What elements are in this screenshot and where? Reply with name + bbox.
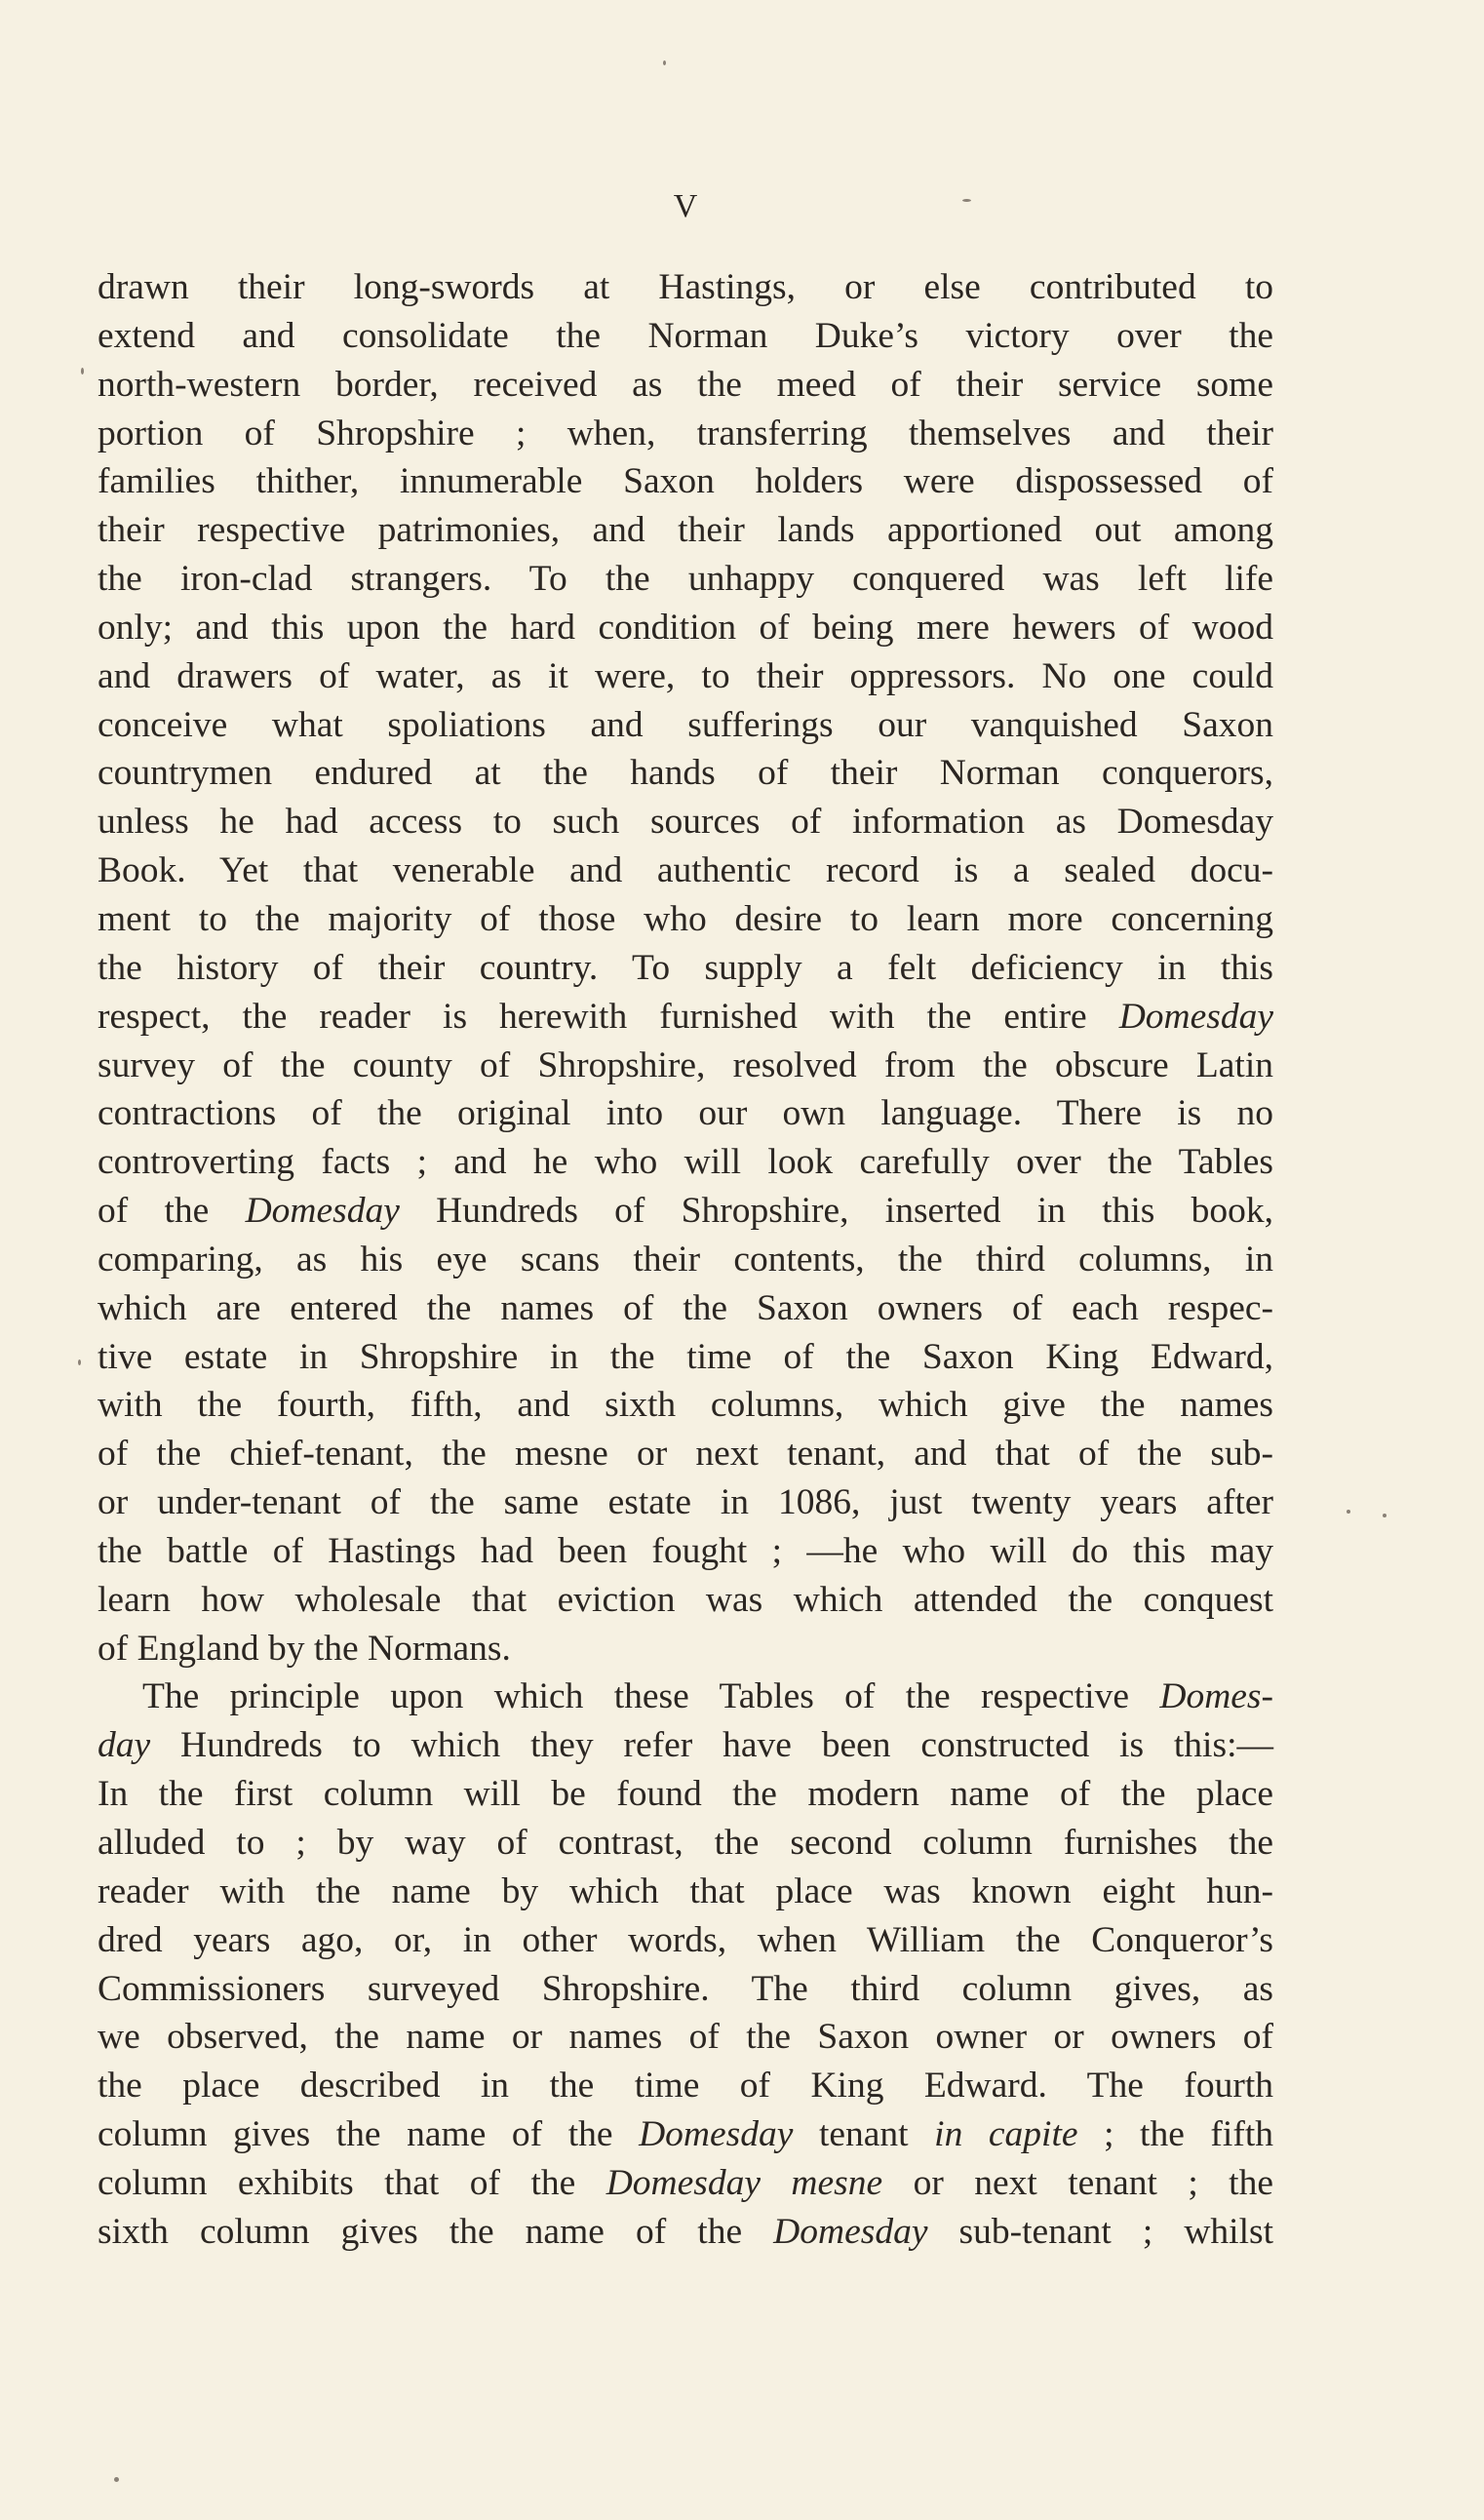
text-run: north-western border, received as the meed of their service some [98, 364, 1273, 405]
text-line [98, 1625, 1273, 1673]
text-run: conceive what spoliations and sufferings our vanquished Saxon [98, 704, 1273, 745]
text-line [98, 1527, 1273, 1576]
text-run: drawn their long-swords at Hastings, or else contributed to [98, 267, 1273, 307]
text-run: the battle of Hastings had been fought ; —he who will do this may [98, 1530, 1273, 1571]
text-run: In the first column will be found the modern name of the place [98, 1774, 1273, 1815]
text-run: learn how wholesale that eviction was which attended the conquest [98, 1579, 1273, 1620]
text-line [98, 1770, 1273, 1819]
italic-text: Domesday [1118, 996, 1273, 1037]
text-line [98, 2208, 1273, 2257]
italic-text: in capite [934, 2114, 1078, 2155]
text-run: dred years ago, or, in other words, when William the Conqueror’s [98, 1919, 1273, 1960]
text-line [98, 506, 1273, 555]
text-line [98, 1819, 1273, 1868]
italic-text: Domes- [1159, 1676, 1273, 1717]
italic-text: Domesday [245, 1191, 400, 1232]
text-run: comparing, as his eye scans their contents, the third columns, in [98, 1239, 1273, 1280]
italic-text: day [98, 1725, 151, 1766]
text-line [98, 2062, 1273, 2110]
text-line [98, 1478, 1273, 1527]
paper-speck [962, 199, 971, 202]
text-run: Book. Yet that venerable and authentic record is a sealed docu- [98, 850, 1273, 891]
text-line [98, 1284, 1273, 1333]
text-line [98, 2013, 1273, 2062]
text-line [98, 555, 1273, 604]
paper-speck [1347, 1510, 1350, 1514]
body-text [98, 263, 1273, 2257]
text-line [98, 1042, 1273, 1090]
paper-speck [663, 60, 666, 65]
text-run: contractions of the original into our own language. There is no [98, 1093, 1273, 1134]
text-run: controverting facts ; and he who will look carefully over the Tables [98, 1142, 1273, 1183]
text-line [98, 361, 1273, 410]
text-line [98, 944, 1273, 993]
text-line [98, 847, 1273, 895]
text-run: ment to the majority of those who desire to learn more concerning [98, 898, 1273, 939]
paper-speck [1383, 1514, 1386, 1517]
text-line [98, 652, 1273, 701]
text-line [98, 2110, 1273, 2159]
italic-text: Domesday mesne [605, 2162, 883, 2203]
text-run: column gives the name of the [98, 2114, 640, 2155]
paper-speck [81, 368, 84, 374]
text-line [98, 1138, 1273, 1187]
text-run: sixth column gives the name of the [98, 2211, 774, 2252]
text-run: or under-tenant of the same estate in 1086, just twenty years after [98, 1482, 1273, 1523]
text-run: column exhibits that of the [98, 2162, 606, 2203]
text-run: which are entered the names of the Saxon owners of each respec- [98, 1287, 1273, 1328]
text-run: unless he had access to such sources of information as Domesday [98, 802, 1273, 843]
text-run: portion of Shropshire ; when, transferring themselves and their [98, 413, 1273, 453]
text-run: the history of their country. To supply a felt deficiency in this [98, 947, 1273, 988]
paper-speck [78, 1359, 81, 1365]
page-number: V [673, 188, 700, 224]
text-run: the place described in the time of King Edward. The fourth [98, 2066, 1273, 2107]
text-run: reader with the name by which that place was known eight hun- [98, 1870, 1273, 1911]
text-run: respect, the reader is herewith furnished with the entire [98, 996, 1119, 1037]
text-run: survey of the county of Shropshire, resolved from the obscure Latin [98, 1044, 1273, 1085]
text-line [98, 457, 1273, 506]
text-line [98, 2159, 1273, 2208]
text-run: families thither, innumerable Saxon holders were dispossessed of [98, 461, 1273, 502]
text-line [98, 1673, 1273, 1721]
text-line [98, 312, 1273, 361]
text-line [98, 1089, 1273, 1138]
text-line [98, 1236, 1273, 1284]
text-line [98, 701, 1273, 750]
text-run: tive estate in Shropshire in the time of the Saxon King Edward, [98, 1336, 1273, 1377]
text-run: extend and consolidate the Norman Duke’s victory over the [98, 315, 1273, 356]
text-run: their respective patrimonies, and their lands apportioned out among [98, 510, 1273, 551]
text-run: of the [98, 1191, 246, 1232]
text-line [98, 1576, 1273, 1625]
text-run: The principle upon which these Tables of the respective [142, 1676, 1160, 1717]
text-run: Hundreds to which they refer have been constructed is this:— [150, 1725, 1273, 1766]
text-line [98, 798, 1273, 847]
text-line [98, 1381, 1273, 1430]
text-run: of England by the Normans. [98, 1628, 511, 1669]
text-run: the iron-clad strangers. To the unhappy conquered was left life [98, 559, 1273, 600]
text-run: Hundreds of Shropshire, inserted in this book, [399, 1191, 1273, 1232]
text-run: we observed, the name or names of the Saxon owner or owners of [98, 2017, 1273, 2058]
text-line [98, 1333, 1273, 1382]
text-line [98, 263, 1273, 312]
text-run: with the fourth, fifth, and sixth columns, which give the names [98, 1385, 1273, 1426]
text-run: of the chief-tenant, the mesne or next tenant, and that of the sub- [98, 1434, 1273, 1475]
text-line [98, 1430, 1273, 1478]
text-line [98, 1916, 1273, 1965]
text-line [98, 1721, 1273, 1770]
text-line [98, 749, 1273, 798]
text-line [98, 410, 1273, 458]
text-run: countrymen endured at the hands of their Norman conquerors, [98, 753, 1273, 794]
text-run: and drawers of water, as it were, to their oppressors. No one could [98, 655, 1273, 696]
italic-text: Domesday [773, 2211, 928, 2252]
text-run: alluded to ; by way of contrast, the second column furnishes the [98, 1823, 1273, 1863]
italic-text: Domesday [639, 2114, 794, 2155]
text-line [98, 1187, 1273, 1236]
paper-speck [114, 2477, 119, 2482]
text-run: Commissioners surveyed Shropshire. The third column gives, as [98, 1968, 1273, 2009]
text-line [98, 1965, 1273, 2014]
text-line [98, 1868, 1273, 1916]
text-line [98, 604, 1273, 652]
text-line [98, 895, 1273, 944]
text-line [98, 993, 1273, 1042]
text-run: sub-tenant ; whilst [927, 2211, 1274, 2252]
text-run: ; the fifth [1077, 2114, 1273, 2155]
text-run: tenant [793, 2114, 935, 2155]
text-run: or next tenant ; the [882, 2162, 1273, 2203]
text-run: only; and this upon the hard condition of being mere hewers of wood [98, 607, 1273, 648]
